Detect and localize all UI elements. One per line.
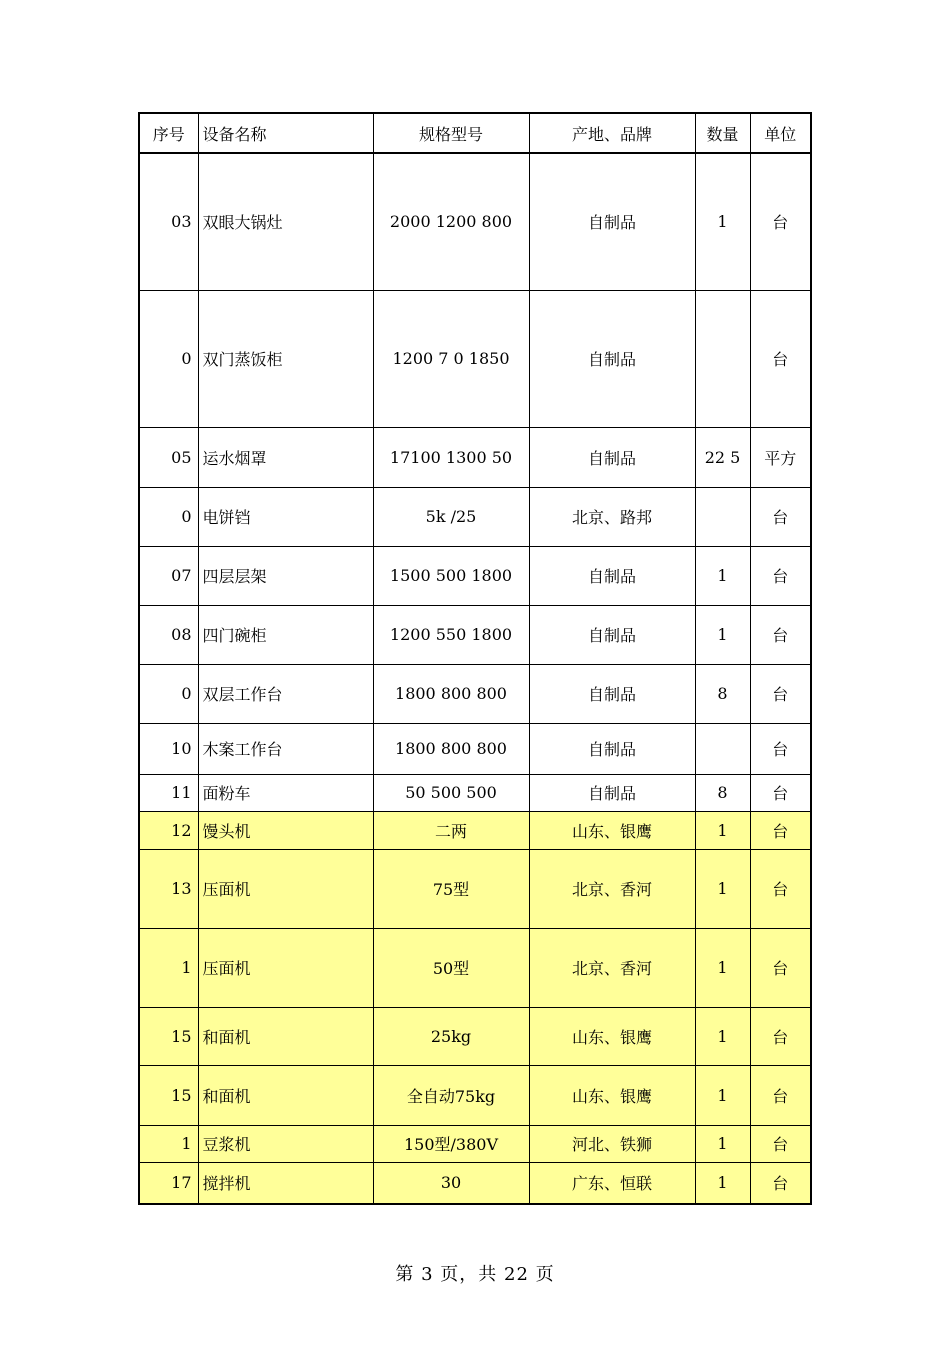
header-origin: 产地、品牌 bbox=[529, 113, 695, 153]
cell-unit: 台 bbox=[750, 723, 811, 774]
table-row bbox=[139, 849, 811, 928]
cell-unit: 台 bbox=[750, 849, 811, 928]
header-no: 序号 bbox=[139, 113, 198, 153]
cell-unit: 台 bbox=[750, 290, 811, 427]
cell-qty: 1 bbox=[695, 1125, 750, 1162]
cell-unit: 台 bbox=[750, 1125, 811, 1162]
cell-spec: 75型 bbox=[373, 849, 529, 928]
cell-qty: 1 bbox=[695, 1162, 750, 1204]
cell-no: 12 bbox=[139, 811, 198, 849]
cell-no: 07 bbox=[139, 546, 198, 605]
cell-spec: 1500 500 1800 bbox=[373, 546, 529, 605]
cell-qty bbox=[695, 723, 750, 774]
cell-no: 17 bbox=[139, 1162, 198, 1204]
cell-unit: 台 bbox=[750, 546, 811, 605]
table-row bbox=[139, 1125, 811, 1162]
table-row bbox=[139, 774, 811, 811]
cell-name: 四门碗柜 bbox=[198, 605, 373, 664]
cell-spec: 50 500 500 bbox=[373, 774, 529, 811]
cell-no: 0 bbox=[139, 664, 198, 723]
cell-origin: 自制品 bbox=[529, 290, 695, 427]
cell-qty: 8 bbox=[695, 664, 750, 723]
cell-spec: 25kg bbox=[373, 1007, 529, 1065]
table-row bbox=[139, 605, 811, 664]
cell-spec: 1200 7 0 1850 bbox=[373, 290, 529, 427]
cell-qty: 22 5 bbox=[695, 427, 750, 487]
cell-name: 和面机 bbox=[198, 1007, 373, 1065]
cell-qty: 1 bbox=[695, 928, 750, 1007]
cell-qty: 1 bbox=[695, 546, 750, 605]
cell-origin: 自制品 bbox=[529, 546, 695, 605]
cell-spec: 30 bbox=[373, 1162, 529, 1204]
table-row bbox=[139, 1065, 811, 1125]
cell-qty: 1 bbox=[695, 605, 750, 664]
cell-name: 双层工作台 bbox=[198, 664, 373, 723]
cell-unit: 台 bbox=[750, 1065, 811, 1125]
cell-origin: 自制品 bbox=[529, 774, 695, 811]
cell-origin: 广东、恒联 bbox=[529, 1162, 695, 1204]
cell-origin: 自制品 bbox=[529, 605, 695, 664]
cell-no: 1 bbox=[139, 1125, 198, 1162]
cell-unit: 平方 bbox=[750, 427, 811, 487]
table-row bbox=[139, 1162, 811, 1204]
cell-unit: 台 bbox=[750, 153, 811, 290]
cell-unit: 台 bbox=[750, 1162, 811, 1204]
page-footer: 第 3 页，共 22 页 bbox=[395, 1264, 555, 1285]
cell-name: 面粉车 bbox=[198, 774, 373, 811]
cell-name: 四层层架 bbox=[198, 546, 373, 605]
cell-spec: 2000 1200 800 bbox=[373, 153, 529, 290]
cell-no: 0 bbox=[139, 290, 198, 427]
cell-qty: 1 bbox=[695, 849, 750, 928]
cell-unit: 台 bbox=[750, 811, 811, 849]
cell-name: 木案工作台 bbox=[198, 723, 373, 774]
cell-origin: 自制品 bbox=[529, 664, 695, 723]
header-unit: 单位 bbox=[750, 113, 811, 153]
cell-spec: 全自动75kg bbox=[373, 1065, 529, 1125]
cell-no: 15 bbox=[139, 1007, 198, 1065]
cell-origin: 北京、香河 bbox=[529, 928, 695, 1007]
table-row bbox=[139, 487, 811, 546]
header-qty: 数量 bbox=[695, 113, 750, 153]
cell-name: 豆浆机 bbox=[198, 1125, 373, 1162]
cell-origin: 山东、银鹰 bbox=[529, 1007, 695, 1065]
cell-no: 0 bbox=[139, 487, 198, 546]
cell-origin: 自制品 bbox=[529, 723, 695, 774]
cell-unit: 台 bbox=[750, 1007, 811, 1065]
cell-origin: 自制品 bbox=[529, 153, 695, 290]
table-row bbox=[139, 664, 811, 723]
cell-spec: 17100 1300 50 bbox=[373, 427, 529, 487]
cell-origin: 北京、香河 bbox=[529, 849, 695, 928]
cell-name: 双门蒸饭柜 bbox=[198, 290, 373, 427]
equipment-table bbox=[138, 112, 812, 1205]
cell-name: 电饼铛 bbox=[198, 487, 373, 546]
cell-name: 馒头机 bbox=[198, 811, 373, 849]
cell-qty: 8 bbox=[695, 774, 750, 811]
cell-name: 压面机 bbox=[198, 849, 373, 928]
header-row bbox=[139, 113, 811, 153]
cell-no: 08 bbox=[139, 605, 198, 664]
cell-no: 1 bbox=[139, 928, 198, 1007]
cell-spec: 150型/380V bbox=[373, 1125, 529, 1162]
cell-unit: 台 bbox=[750, 605, 811, 664]
cell-name: 压面机 bbox=[198, 928, 373, 1007]
cell-name: 双眼大锅灶 bbox=[198, 153, 373, 290]
table-row bbox=[139, 427, 811, 487]
cell-origin: 河北、铁狮 bbox=[529, 1125, 695, 1162]
table-row bbox=[139, 1007, 811, 1065]
cell-no: 13 bbox=[139, 849, 198, 928]
cell-no: 05 bbox=[139, 427, 198, 487]
cell-name: 搅拌机 bbox=[198, 1162, 373, 1204]
cell-unit: 台 bbox=[750, 664, 811, 723]
header-name: 设备名称 bbox=[198, 113, 373, 153]
header-spec: 规格型号 bbox=[373, 113, 529, 153]
cell-name: 运水烟罩 bbox=[198, 427, 373, 487]
table-row bbox=[139, 153, 811, 290]
cell-qty: 1 bbox=[695, 153, 750, 290]
table-body bbox=[139, 153, 811, 1204]
cell-qty bbox=[695, 290, 750, 427]
cell-origin: 北京、路邦 bbox=[529, 487, 695, 546]
cell-spec: 1800 800 800 bbox=[373, 664, 529, 723]
cell-spec: 1200 550 1800 bbox=[373, 605, 529, 664]
cell-qty: 1 bbox=[695, 1007, 750, 1065]
cell-no: 03 bbox=[139, 153, 198, 290]
cell-unit: 台 bbox=[750, 928, 811, 1007]
cell-no: 11 bbox=[139, 774, 198, 811]
cell-origin: 山东、银鹰 bbox=[529, 1065, 695, 1125]
table-row bbox=[139, 811, 811, 849]
cell-no: 15 bbox=[139, 1065, 198, 1125]
cell-name: 和面机 bbox=[198, 1065, 373, 1125]
cell-spec: 二两 bbox=[373, 811, 529, 849]
table-row bbox=[139, 928, 811, 1007]
table-row bbox=[139, 290, 811, 427]
cell-spec: 5k /25 bbox=[373, 487, 529, 546]
cell-origin: 自制品 bbox=[529, 427, 695, 487]
cell-origin: 山东、银鹰 bbox=[529, 811, 695, 849]
cell-spec: 50型 bbox=[373, 928, 529, 1007]
cell-unit: 台 bbox=[750, 774, 811, 811]
cell-unit: 台 bbox=[750, 487, 811, 546]
cell-qty bbox=[695, 487, 750, 546]
table-row bbox=[139, 546, 811, 605]
cell-qty: 1 bbox=[695, 811, 750, 849]
cell-qty: 1 bbox=[695, 1065, 750, 1125]
table-row bbox=[139, 723, 811, 774]
cell-spec: 1800 800 800 bbox=[373, 723, 529, 774]
cell-no: 10 bbox=[139, 723, 198, 774]
